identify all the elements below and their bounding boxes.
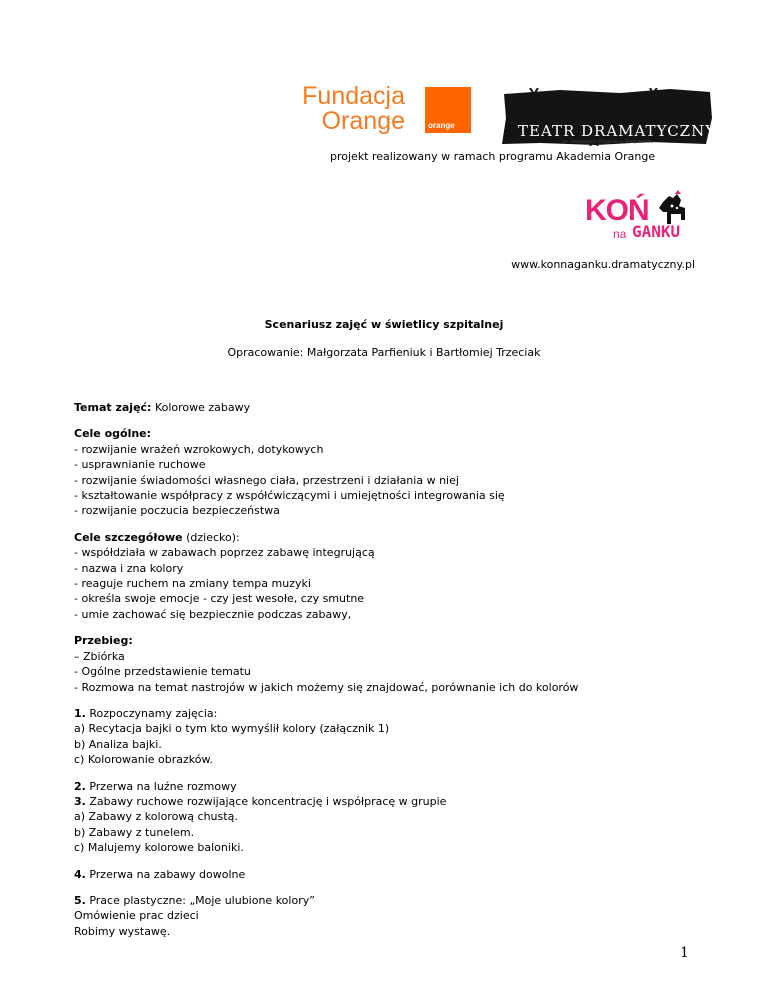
list-item: - rozwijanie wrażeń wzrokowych, dotykowych [74,442,324,456]
temat-section [74,400,714,415]
step-2-number: 2. [74,779,86,793]
fundacja-orange-logo [293,84,405,134]
temat-value: Kolorowe zabawy [151,401,251,414]
step-3-number: 3. [74,794,86,808]
step-4-text: Przerwa na zabawy dowolne [85,867,246,881]
list-item: c) Malujemy kolorowe baloniki. [74,841,244,855]
list-item: - rozwijanie poczucia bezpieczeństwa [74,504,280,518]
temat-label: Temat zajęć: [74,401,152,414]
fundacja-logo-line2: Orange [321,107,405,135]
przebieg-section [74,633,714,695]
website-url: www.konnaganku.dramatyczny.pl [511,258,695,271]
list-item: a) Zabawy z kolorową chustą. [74,810,238,824]
list-item: a) Recytacja bajki o tym kto wymyślił kolory (załącznik 1) [74,722,390,736]
step-3-text: Zabawy ruchowe rozwijające koncentrację i współpracę w grupie [85,794,447,808]
list-item: - określa swoje emocje - czy jest wesołe, czy smutne [74,592,365,606]
teatr-logo-text: TEATR DRAMATYCZNY [518,122,717,140]
step-5-section [74,893,714,939]
page-number: 1 [680,945,689,961]
kon-logo-text: KOŃ [585,194,649,227]
step-4-number: 4. [74,867,86,881]
fundacja-logo-line1: Fundacja [302,82,405,110]
list-item: - reaguje ruchem na zmiany tempa muzyki [74,577,311,591]
cele-ogolne-label: Cele ogólne: [74,427,152,441]
przebieg-label: Przebieg: [74,634,133,648]
orange-badge [425,87,471,133]
teatr-logo-subtitle: im. Aleksandra Węgierki w Białymstoku [562,140,654,145]
cele-szczegolowe-section [74,530,714,622]
step-1-number: 1. [74,706,86,720]
step-2-text: Przerwa na luźne rozmowy [85,779,237,793]
cele-szczegolowe-label: Cele szczegółowe [74,530,183,544]
list-item: c) Kolorowanie obrazków. [74,753,213,767]
cele-szczegolowe-suffix: (dziecko): [182,530,240,544]
list-item: - kształtowanie współpracy z współćwiczącymi i umiejętności integrowania się [74,489,505,503]
list-item: - współdziała w zabawach poprzez zabawę integrującą [74,546,375,560]
cele-ogolne-section [74,426,714,518]
list-item: b) Zabawy z tunelem. [74,825,195,839]
list-item: - umie zachować się bezpiecznie podczas zabawy, [74,607,352,621]
list-item: - Ogólne przedstawienie tematu [74,665,251,679]
list-item: Omówienie prac dzieci [74,909,199,923]
orange-badge-label: orange [428,121,455,130]
project-text: projekt realizowany w ramach programu Akademia Orange [330,150,656,163]
list-item: - nazwa i zna kolory [74,561,184,575]
list-item: - Rozmowa na temat nastrojów w jakich możemy się znajdować, porównanie ich do kolorów [74,680,579,694]
na-logo-text: na [613,227,627,241]
step-2-3-section [74,779,714,856]
list-item: - rozwijanie świadomości własnego ciała, przestrzeni i działania w niej [74,473,459,487]
author-line: Opracowanie: Małgorzata Parfieniuk i Bartłomiej Trzeciak [227,346,541,359]
list-item: – Zbiórka [74,649,125,663]
ganku-logo-text: GANKU [632,222,681,241]
page-title: Scenariusz zajęć w świetlicy szpitalnej [264,318,504,331]
step-5-number: 5. [74,893,86,907]
list-item: - usprawnianie ruchowe [74,458,206,472]
document-body [74,400,714,950]
list-item: b) Analiza bajki. [74,737,162,751]
step-1-section [74,706,714,768]
step-4-section [74,867,714,882]
list-item: Robimy wystawę. [74,924,171,938]
step-1-text: Rozpoczynamy zajęcia: [85,706,218,720]
step-5-text: Prace plastyczne: „Moje ulubione kolory” [85,893,315,907]
